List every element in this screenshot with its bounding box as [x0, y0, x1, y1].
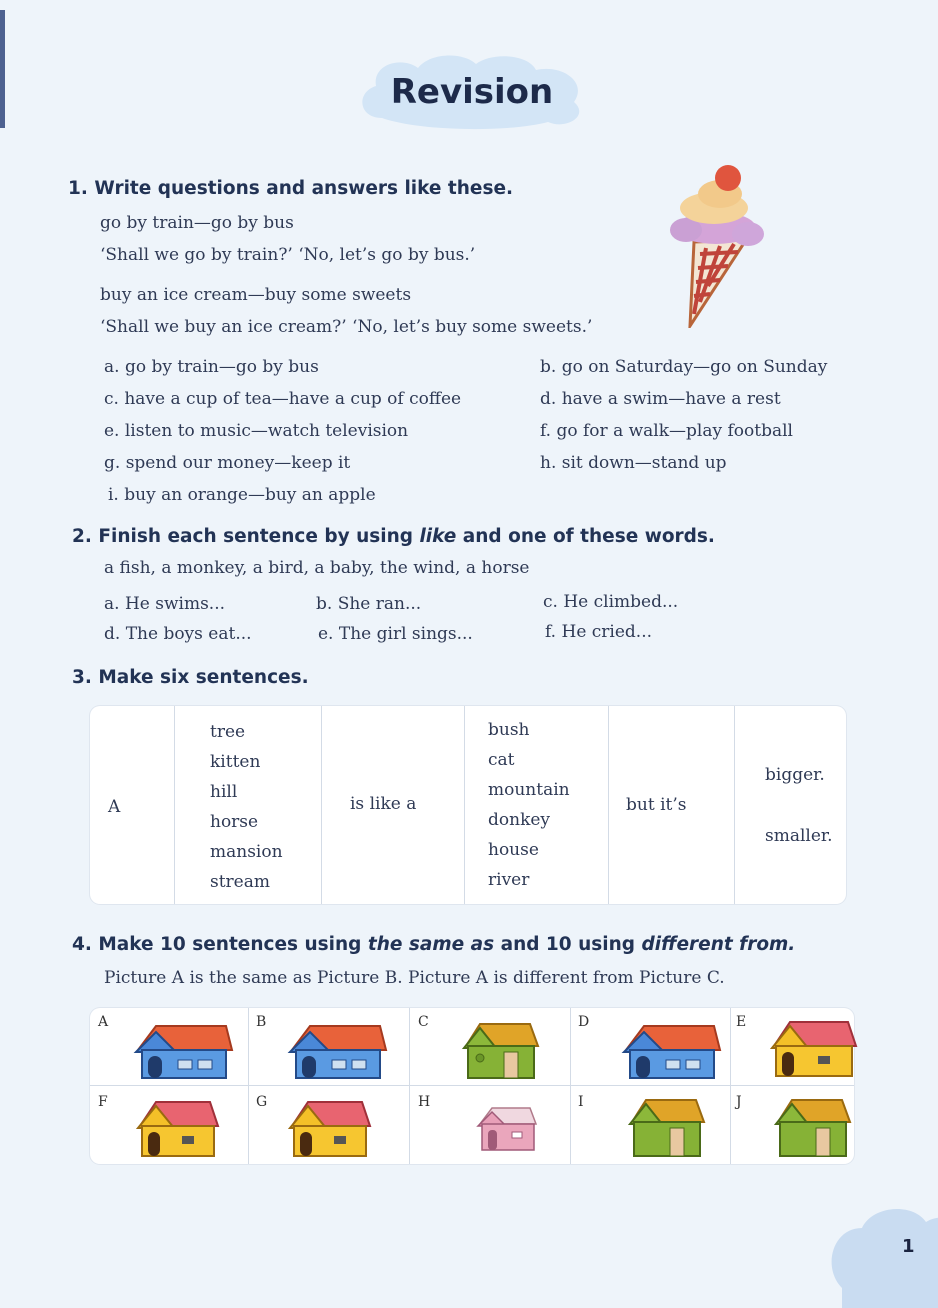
ex2-item-c: c. He climbed...	[543, 592, 679, 612]
picture-label: D	[578, 1014, 590, 1030]
ex2-heading	[72, 526, 715, 547]
ex4-heading-2: and 10 using	[494, 934, 642, 955]
blue-house-red-roof-icon	[286, 1022, 388, 1080]
ex1-item-i: i. buy an orange—buy an apple	[108, 485, 376, 505]
page-number: 1	[902, 1236, 915, 1257]
ex2-heading-post: and one of these words.	[456, 526, 715, 547]
picture-label: H	[418, 1094, 431, 1110]
picture-label: I	[578, 1094, 584, 1110]
ex1-item-b: b. go on Saturday—go on Sunday	[540, 357, 828, 377]
blue-house-red-roof-icon	[620, 1022, 722, 1080]
picture-label: F	[98, 1094, 108, 1110]
ex1-item-h: h. sit down—stand up	[540, 453, 727, 473]
green-house-orange-roof-icon	[772, 1096, 852, 1158]
ex2-item-e: e. The girl sings...	[318, 624, 473, 644]
ex4-example: Picture A is the same as Picture B. Picture A is different from Picture C.	[104, 968, 725, 988]
ex1-item-a: a. go by train—go by bus	[104, 357, 319, 377]
yellow-house-pink-roof-icon	[286, 1100, 372, 1158]
subject-word: mansion	[210, 842, 283, 862]
picture-grid	[90, 1008, 854, 1164]
ex4-heading	[72, 934, 795, 955]
ex2-item-f: f. He cried...	[545, 622, 653, 642]
picture-label: A	[98, 1014, 109, 1030]
green-house-orange-roof-icon	[626, 1096, 706, 1158]
subject-word: kitten	[210, 752, 261, 772]
ex1-example1-answer: ‘Shall we go by train?’ ‘No, let’s go by bus.’	[100, 245, 476, 265]
table-cell-link: is like a	[350, 794, 417, 814]
ice-cream-icon	[664, 162, 768, 328]
object-word: mountain	[488, 780, 570, 800]
ex4-heading-em1: the same as	[367, 934, 495, 955]
ex3-heading	[72, 667, 309, 688]
ex2-word-list: a fish, a monkey, a bird, a baby, the wind, a horse	[104, 558, 530, 578]
ex2-heading-em: like	[419, 526, 457, 547]
ex1-example2-prompt: buy an ice cream—buy some sweets	[100, 285, 412, 305]
ex1-example1-prompt: go by train—go by bus	[100, 213, 294, 233]
ex1-item-g: g. spend our money—keep it	[104, 453, 351, 473]
ex2-item-a: a. He swims...	[104, 594, 226, 614]
object-word: house	[488, 840, 539, 860]
object-word: bush	[488, 720, 530, 740]
ex1-item-d: d. have a swim—have a rest	[540, 389, 781, 409]
ex1-item-c: c. have a cup of tea—have a cup of coffee	[104, 389, 462, 409]
green-house-orange-roof-icon	[460, 1020, 540, 1080]
ex2-number: 2.	[72, 526, 92, 547]
subject-word: horse	[210, 812, 259, 832]
ex4-heading-1: Make 10 sentences using	[98, 934, 368, 955]
object-word: cat	[488, 750, 515, 770]
table-cell-but: but it’s	[626, 795, 687, 815]
picture-label: E	[736, 1014, 747, 1030]
yellow-house-pink-roof-icon	[134, 1100, 220, 1158]
object-word: river	[488, 870, 530, 890]
ex3-number: 3.	[72, 667, 92, 688]
ex2-item-d: d. The boys eat...	[104, 624, 252, 644]
ex2-item-b: b. She ran...	[316, 594, 422, 614]
picture-label: C	[418, 1014, 429, 1030]
picture-label: B	[256, 1014, 267, 1030]
ex1-example2-answer: ‘Shall we buy an ice cream?’ ‘No, let’s buy some sweets.’	[100, 317, 593, 337]
ex1-item-e: e. listen to music—watch television	[104, 421, 409, 441]
ex4-heading-em2: different from.	[641, 934, 796, 955]
left-edge-tab	[0, 10, 5, 128]
pink-house-small-icon	[470, 1104, 540, 1152]
picture-label: J	[736, 1094, 742, 1110]
yellow-house-pink-roof-icon	[768, 1020, 858, 1078]
comparative-word: smaller.	[765, 826, 833, 846]
ex1-heading	[68, 178, 513, 199]
ex3-heading-text: Make six sentences.	[98, 667, 309, 688]
subject-word: stream	[210, 872, 270, 892]
picture-label: G	[256, 1094, 268, 1110]
table-cell-a: A	[108, 797, 121, 817]
page-corner-cloud	[822, 1198, 938, 1308]
subject-word: tree	[210, 722, 246, 742]
ex4-number: 4.	[72, 934, 92, 955]
ex1-number: 1.	[68, 178, 88, 199]
substitution-table	[90, 706, 846, 904]
ex1-item-f: f. go for a walk—play football	[540, 421, 793, 441]
page-title: Revision	[390, 72, 554, 112]
ex2-heading-pre: Finish each sentence by using	[98, 526, 420, 547]
object-word: donkey	[488, 810, 551, 830]
subject-word: hill	[210, 782, 238, 802]
comparative-word: bigger.	[765, 765, 825, 785]
blue-house-red-roof-icon	[132, 1022, 234, 1080]
ex1-heading-text: Write questions and answers like these.	[94, 178, 514, 199]
